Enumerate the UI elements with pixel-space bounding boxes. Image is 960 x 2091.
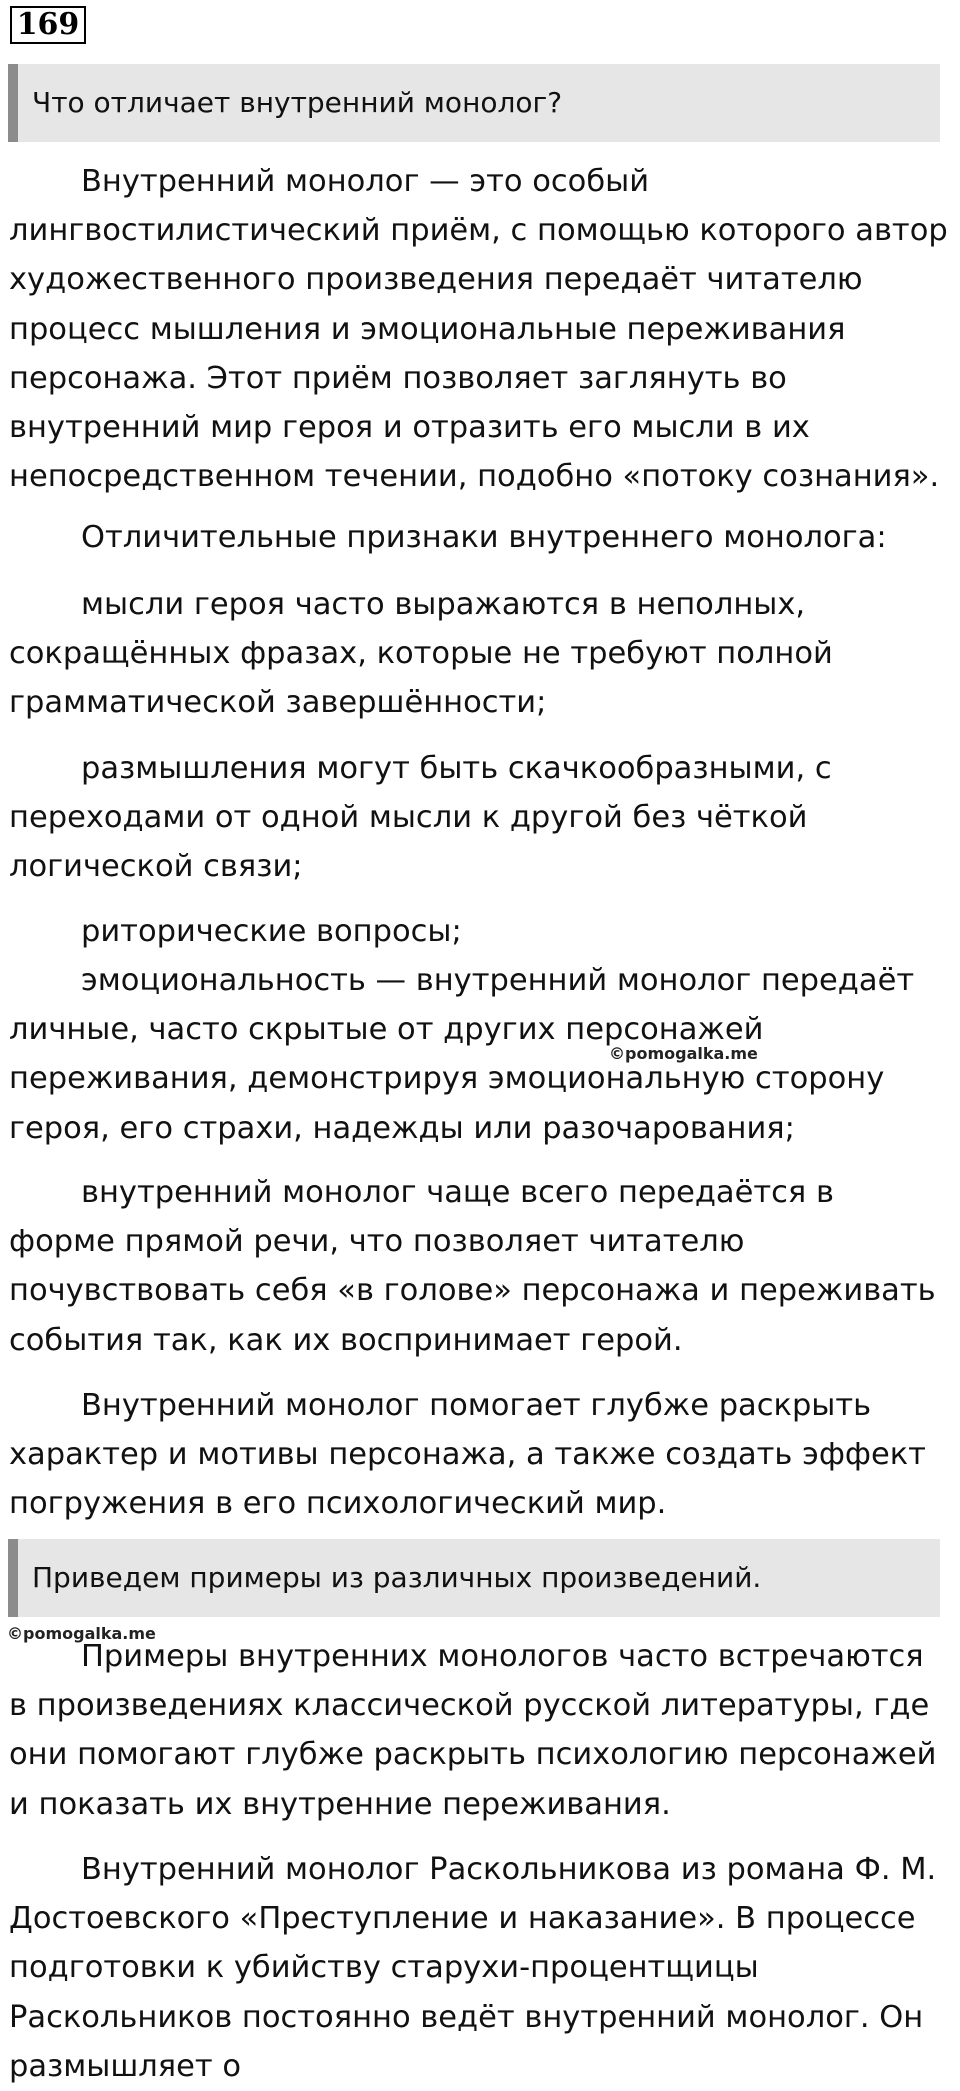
- paragraph-feature-rhetorical-questions: риторические вопросы;: [81, 914, 462, 949]
- paragraph-feature-jumping-thoughts: размышления могут быть скачкообразными, с переходами от одной мысли к другой без чёткой логической связи;: [9, 751, 832, 885]
- paragraph-conclusion: Внутренний монолог помогает глубже раскрыть характер и мотивы персонажа, а также создать эффект погружения в его психологический мир.: [9, 1388, 926, 1522]
- paragraph-definition: Внутренний монолог — это особый лингвостилистический приём, с помощью которого автор художественного произведения передаёт читателю процесс мышления и эмоциональные переживания персонажа. Этот приём позволяет заглянуть во внутренний мир героя и отразить его мысли в их непосредственном течении, подобно «потоку сознания».: [9, 164, 948, 495]
- paragraph-feature-direct-speech: внутренний монолог чаще всего передаётся в форме прямой речи, что позволяет читателю почувствовать себя «в голове» персонажа и переживать события так, как их воспринимает герой.: [9, 1175, 936, 1358]
- section-header-examples: Приведем примеры из различных произведений.: [8, 1539, 940, 1617]
- page-number: 169: [10, 6, 86, 44]
- paragraph-examples-intro: Примеры внутренних монологов часто встречаются в произведениях классической русской литературы, где они помогают глубже раскрыть психологию персонажей и показать их внутренние переживания.: [9, 1639, 937, 1822]
- section-header-what-distinguishes: Что отличает внутренний монолог?: [8, 64, 940, 142]
- paragraph-features-intro: Отличительные признаки внутреннего монолога:: [81, 520, 887, 555]
- paragraph-raskolnikov-example: Внутренний монолог Раскольникова из романа Ф. М. Достоевского «Преступление и наказание». В процессе подготовки к убийству старухи-процентщицы Раскольников постоянно ведёт внутренний монолог. Он размышляет о: [9, 1852, 937, 2084]
- paragraph-feature-emotionality: эмоциональность — внутренний монолог передаёт личные, часто скрытые от других персонажей переживания, демонстрируя эмоциональную сторону героя, его страхи, надежды или разочарования;: [9, 963, 915, 1146]
- watermark: ©pomogalka.me: [609, 1044, 758, 1063]
- watermark: ©pomogalka.me: [7, 1624, 156, 1643]
- paragraph-feature-incomplete-phrases: мысли героя часто выражаются в неполных, сокращённых фразах, которые не требуют полной грамматической завершённости;: [9, 587, 833, 721]
